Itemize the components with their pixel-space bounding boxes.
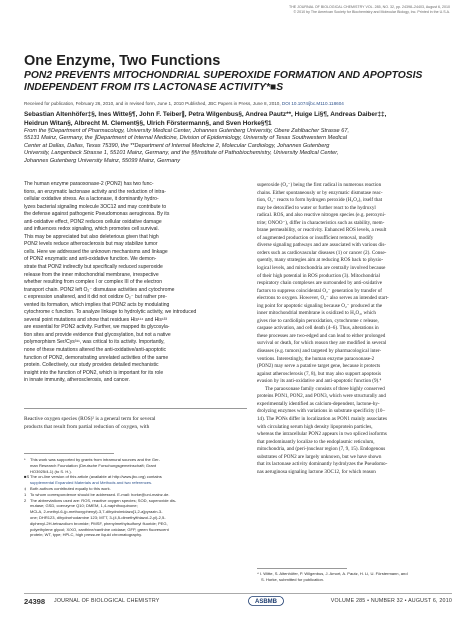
doi-link[interactable]: DOI 10.1074/jbc.M110.118604	[281, 101, 344, 106]
abstract-line: lyzes bacterial signaling molecule 3OC12 and may contribute to	[24, 203, 167, 210]
intro-line: Reactive oxygen species (ROS)² is a general term for several	[24, 416, 156, 422]
body-line: ventions. Interestingly, the human enzyme paraoxonase-2	[257, 355, 375, 362]
body-text-right-column	[257, 182, 457, 476]
subtitle-line: INDEPENDENT FROM ITS LACTONASE ACTIVITY*■S	[24, 82, 284, 93]
volume-issue-date: VOLUME 285 • NUMBER 32 • AUGUST 6, 2010	[330, 598, 452, 604]
abstract-line: vented its formation, which implies that PON2 acts by modulating	[24, 301, 170, 308]
body-line: gives rise to cardiolipin peroxidation, cytochrome c release,	[257, 317, 379, 324]
reference-line: S. Horke, submitted for publication.	[261, 576, 324, 582]
footnote-divider	[24, 453, 114, 454]
abstract-line: in innate immunity, atherosclerosis, and cancer.	[24, 377, 130, 384]
article-subtitle	[24, 70, 454, 94]
body-line: The paraoxonase family consists of three highly conserved	[265, 385, 385, 392]
page-number: 24398	[24, 597, 46, 606]
body-line: mitochondria, and (peri-)nuclear region (7, 9, 15). Endogenous	[257, 446, 386, 453]
abstract-line: c expression unaltered, and it did not oxidize O₂⁻ but rather pre-	[24, 294, 167, 301]
abstract-line: tions, an enzymatic lactonase activity and the reduction of intra-	[24, 188, 166, 195]
journal-name: JOURNAL OF BIOLOGICAL CHEMISTRY	[54, 598, 160, 604]
body-line: factors to suppress coincidental O₂⁻ generation by transfer of	[257, 287, 382, 294]
body-line: brane permeability, or reactivity. Enhanced ROS levels, a result	[257, 227, 387, 234]
footnote-mark: 1	[24, 491, 27, 497]
abstract-line: PON2 levels reduce atherosclerosis but may stabilize tumor	[24, 241, 158, 248]
abstract-line: This may be appreciated but also deleterious given that high	[24, 233, 159, 240]
abstract-line: tion sites and provide evidence that glycosylation, but not a native	[24, 331, 171, 338]
abstract	[24, 181, 247, 385]
abstract-line: polymorphism Ser/Cys³¹¹, was critical to its activity. Importantly,	[24, 339, 165, 346]
abstract-line: and influences redox signaling, which promotes cell survival.	[24, 226, 159, 233]
body-line: that its lactonase activity dominantly hydrolyzes the Pseudomo-	[257, 461, 388, 468]
footnotes	[24, 457, 247, 538]
body-line: electrons to oxygen. However, O₂⁻ also serves an intended start-	[257, 295, 389, 302]
body-line: these processes are two-edged and can lead to either prolonged	[257, 332, 386, 339]
body-line: may be detoxified to water or further react to the hydroxyl	[257, 204, 376, 211]
body-line: orders such as cardiovascular diseases (1) or cancer (2). Conse-	[257, 249, 387, 256]
abstract-line: several point mutations and show that residues His¹¹⁴ and His¹³³	[24, 316, 167, 323]
footnote-line: mutase; GSD, coenzyme Q10; DMEM, 1,4-naphthoquinone;	[30, 503, 138, 509]
subtitle-line: PON2 PREVENTS MITOCHONDRIAL SUPEROXIDE FORMATION AND APOPTOSIS	[24, 70, 423, 81]
body-line: substrates of PON2 are largely unknown, but we have shown	[257, 453, 382, 460]
reference-footnote	[257, 571, 457, 583]
abstract-line: The human enzyme paraoxonase-2 (PON2) has two func-	[24, 181, 154, 187]
body-line: tion, O₂⁻ reacts to form hydrogen peroxide (H₂O₂), itself that	[257, 197, 382, 204]
abstract-line: whether resulting from complex I or complex III of the electron	[24, 279, 163, 286]
body-line: of augmented production or insufficient removal, modify	[257, 234, 374, 241]
page-footer	[24, 597, 452, 609]
body-line: evasion by its anti-oxidative and anti-apoptotic function (9).⁴	[257, 378, 382, 385]
body-line: 14). The PONs differ in localization as PON1 mainly associates	[257, 415, 387, 422]
received-line	[24, 101, 344, 106]
abstract-divider	[24, 408, 247, 409]
abstract-line: function of PON2, demonstrating unrelated activities of the same	[24, 354, 169, 361]
supplemental-link[interactable]: supplemental Expanded Materials and Methods and two references.	[30, 480, 153, 486]
affiliation-line: Center at Dallas, Dallas, Texas 75390, the **Department of Internal Medicine 2, Molecular Cardiology, Johannes Gutenberg	[24, 142, 330, 149]
abstract-line: insight into the function of PON2, which is important for its role	[24, 369, 164, 376]
body-line: whereas the intracellular PON2 appears in two spliced isoforms	[257, 431, 387, 438]
footnote-line: This work was supported by grants from intramural sources and the Ger-	[30, 457, 161, 462]
abstract-line: the defense against pathogenic Pseudomonas aeruginosa. By its	[24, 211, 170, 218]
footnote-mark: 2	[24, 497, 27, 503]
footnote-line: The on-line version of this article (available at http://www.jbc.org) contains	[30, 474, 162, 480]
body-line: against atherosclerosis (7, 8), but may also support apoptosis	[257, 370, 381, 377]
footnote-line: man Research Foundation (Deutsche Forschungsgemeinschaft; Grant	[30, 462, 156, 468]
intro-line: products that result from partial reduction of oxygen, with	[24, 423, 150, 430]
body-line: chains. Either spontaneously or by enzymatic dismutase reac-	[257, 189, 383, 196]
abstract-line: cellular oxidative stress. As a lactonase, it dominantly hydro-	[24, 196, 159, 203]
intro-paragraph	[24, 416, 247, 431]
logo-text: ASBMB	[255, 599, 277, 605]
abstract-line: cells. Here we addressed the unknown mechanisms and linkage	[24, 248, 168, 255]
abstract-line: transport chain. PON2 left O₂⁻ dismutase activities and cytochrome	[24, 286, 175, 293]
footnote-line: protein; WT, type; HPLC, high pressure liquid chromatography.	[30, 532, 142, 538]
article-title: One Enzyme, Two Functions	[24, 53, 221, 69]
running-head-line: © 2010 by The American Society for Biochemistry and Molecular Biology, Inc. Printed in the U.S.A.	[293, 9, 450, 14]
author-line: Sebastian Altenhöfer‡§, Ines Witte§¶, John F. Teiber∥, Petra Wilgenbus§, Andrea Pautz**, Huige Li§¶, Andreas Daiber‡‡,	[24, 111, 387, 118]
body-line: proteins PON1, PON2, and PON3, which were structurally and	[257, 393, 386, 400]
body-line: respiratory chain complexes are surrounded by anti-oxidative	[257, 280, 383, 287]
abstract-line: cytochrome c function. To analyze linkage to hydrolytic activity, we introduced	[24, 309, 197, 316]
abstract-line: are essential for PON2 activity. Further, we mapped its glycosyla-	[24, 324, 170, 331]
reference-line: ⁴ I. Witte, S. Altenhöfer, P. Wilgenbus, J. Amort, A. Pautz, H. Li, U. Förstermann, and	[257, 571, 408, 576]
author-line: Heidrun Witan§, Albrecht M. Clement§§, Ulrich Förstermann§, and Sven Horke§¶1	[24, 119, 272, 127]
body-line: (PON2) may serve a putative target gene, because it protects	[257, 363, 381, 370]
footnote-mark: ■S	[24, 474, 30, 480]
asbmb-logo-icon	[248, 596, 284, 606]
footnote-line: polyethylene glycol; X/XO, xanthine/xanthine oxidase; GFP, green fluorescent	[30, 526, 169, 532]
affiliation-line: University, Langenbeck Strasse 1, 55101 Mainz, Germany, and the §§Institute of Pathobiochemistry, University Medical Center,	[24, 150, 339, 157]
abstract-line: strate that PON2 indirectly but specifically reduced superoxide	[24, 264, 163, 271]
reference-divider	[257, 568, 347, 569]
received-text: Received for publication, February 26, 2010, and in revised form, June 1, 2010 Published, JBC Papers in Press, June 8, 2010,	[24, 101, 281, 106]
body-line: logical levels, and mitochondria are centrally involved because	[257, 265, 386, 272]
footnote-line: one; DHR123, dihydrorhodamine 123; MTT, 3-(4,5-dimethylthiazol-2-yl)-2,5-	[30, 514, 166, 520]
footnote	[24, 474, 247, 486]
body-line: radical. ROS, and also reactive nitrogen species (e.g. peroxyni-	[257, 212, 386, 219]
footnote-line: To whom correspondence should be addressed. E-mail: horke@uni-mainz.de.	[30, 491, 170, 497]
body-line: diseases (e.g. tumors) and targeted by pharmacological inter-	[257, 348, 382, 355]
footnote-line: MCLA, 2-methyl-6-(p-methoxyphenyl)-3,7-dihydroimidazo[1,2-a]pyrazin-3-	[30, 509, 163, 515]
body-line: ing point for apoptotic signaling because O₂⁻ produced at the	[257, 302, 383, 309]
body-line: survival or death, for which reason they are modified in several	[257, 340, 387, 347]
author-list	[24, 111, 454, 128]
body-line: with circulating serum high density lipoprotein particles,	[257, 423, 373, 430]
running-head-line: THE JOURNAL OF BIOLOGICAL CHEMISTRY VOL. 285, NO. 32, pp. 24398–24403, August 6, 2010	[289, 5, 450, 9]
body-line: drolyzing enzymes with variations in substrate specificity (10–	[257, 408, 386, 415]
abstract-line: of PON2 enzymatic and anti-oxidative function. We demon-	[24, 256, 157, 263]
affiliation-line: From the §Department of Pharmacology, University Medical Center, Johannes Gutenberg University, Obere Zahlbacher Strasse 67,	[24, 128, 350, 134]
body-line: inner mitochondrial membrane is oxidized to H₂O₂, which	[257, 310, 376, 317]
body-line: that predominantly localize to the endoplasmic reticulum,	[257, 438, 375, 445]
footnote	[24, 457, 247, 474]
footer-divider	[24, 593, 452, 594]
body-line: caspase activation, and cell death (4–6). Thus, alterations in	[257, 325, 379, 332]
affiliation-line: 55131 Mainz, Germany, the ∥Department of Internal Medicine, Division of Epidemiology, University of Texas Southwestern Medical	[24, 135, 347, 142]
footnote-line: diphenyl-2H-tetrazolium bromide; PMSF, phenylmethylsulfonyl fluoride; PEG,	[30, 520, 168, 526]
footnote-mark: ‡	[24, 485, 27, 491]
footnote-line: HO3925/4-1) (to S. H.).	[30, 468, 72, 474]
footnote-line: The abbreviations used are: ROS, reactive oxygen species; SOD, superoxide dis-	[30, 497, 177, 503]
body-line: diverse signaling pathways and are associated with various dis-	[257, 242, 387, 249]
affiliations	[24, 128, 454, 165]
abstract-line: none of these mutations altered the anti-oxidative/anti-apoptotic	[24, 347, 166, 354]
body-line: trite; ONOO⁻), differ in characteristics such as stability, mem-	[257, 219, 385, 226]
body-line: quently, many strategies aim at reducing ROS back to physio-	[257, 257, 384, 264]
footnote-line: Both authors contributed equally to this work.	[30, 485, 111, 491]
footnote	[24, 498, 247, 539]
affiliation-line: Johannes Gutenberg University Mainz, 55099 Mainz, Germany	[24, 157, 181, 164]
footnote-mark: *	[24, 457, 26, 462]
running-head	[210, 5, 450, 14]
body-line: experimentally identified as calcium-dependent, lactone-hy-	[257, 400, 380, 407]
abstract-line: anti-oxidative effect, PON2 reduces cellular oxidative damage	[24, 218, 162, 225]
abstract-line: protein. Collectively, our study provides detailed mechanistic	[24, 362, 159, 369]
body-line: superoxide (O₂⁻) being the first radical in numerous reaction	[257, 182, 382, 188]
body-line: nas aeruginosa signaling lactone 3OC12, for which reason	[257, 468, 376, 475]
body-line: of their high potential in ROS production (3). Mitochondrial	[257, 272, 380, 279]
abstract-line: release from the inner mitochondrial membrane, irrespective	[24, 271, 159, 278]
